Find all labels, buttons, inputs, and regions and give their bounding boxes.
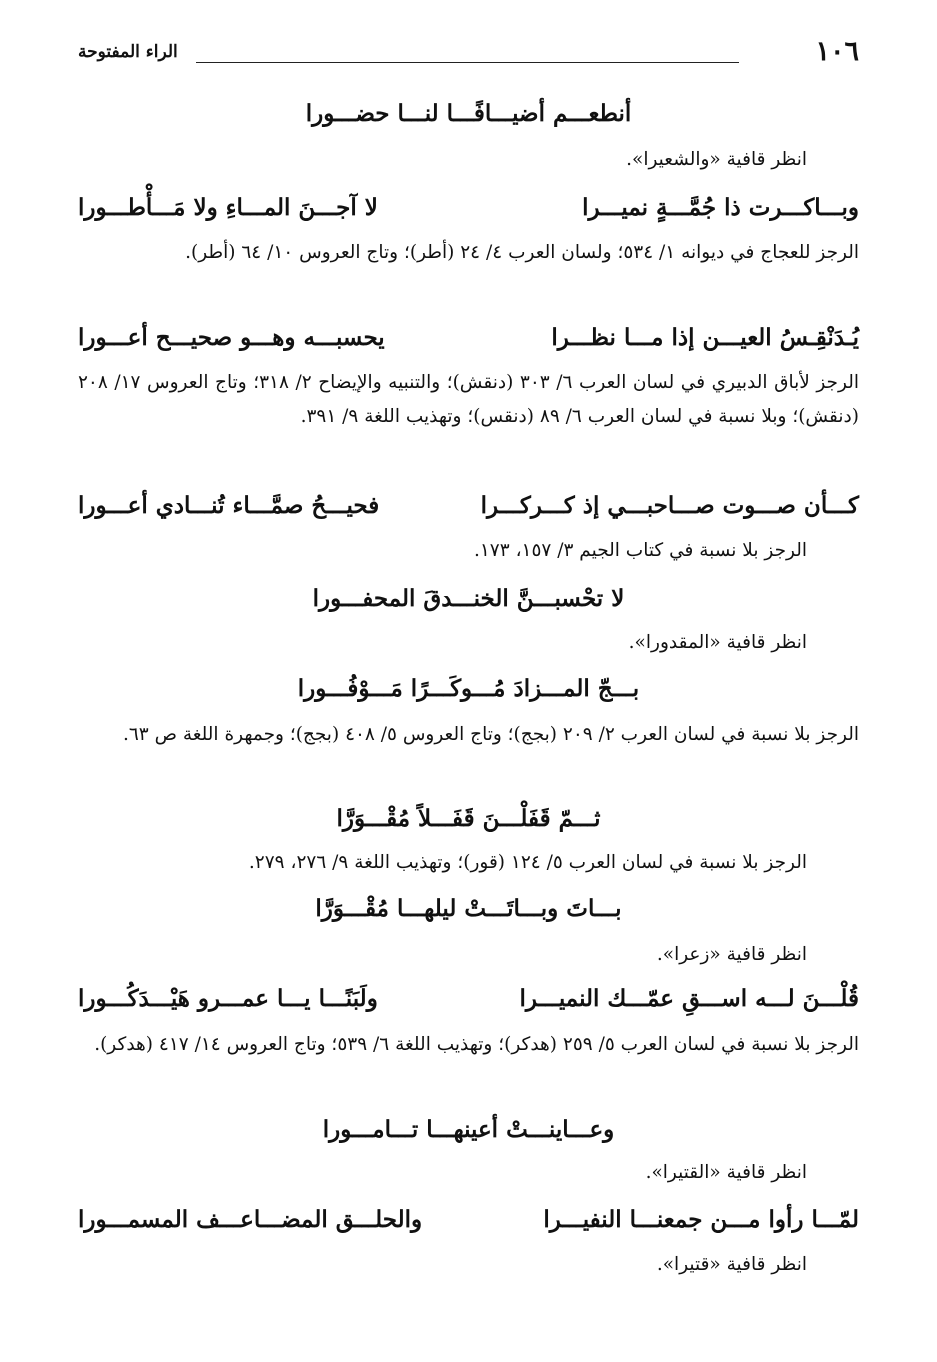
page-header — [78, 36, 859, 72]
verse-line: ثـــمّ قَفَلْـــنَ قَفَـــلاً مُقْـــوَرَّا — [336, 805, 601, 832]
verse-hemistich-right: قُلْـــنَ لـــه اســـقِ عمّـــك النميـــرا — [519, 985, 859, 1012]
note-paragraph: الرجز بلا نسبة في لسان العرب ٥/ ٢٥٩ (هدكر)؛ وتهذيب اللغة ٦/ ٥٣٩؛ وتاج العروس ١٤/ ٤١٧ (هدكر). — [94, 1034, 859, 1055]
note-line: الرجز بلا نسبة في كتاب الجيم ٣/ ١٥٧، ١٧٣. — [473, 540, 807, 561]
note-line: انظر قافية «المقدورا». — [628, 632, 807, 653]
note-line: انظر قافية «قتيرا». — [656, 1254, 807, 1275]
verse-line: وعـــاينـــتْ أعينهـــا تـــامـــورا — [322, 1116, 615, 1143]
header-rule — [196, 62, 739, 63]
page-number: ١٠٦ — [815, 36, 859, 67]
note-line: انظر قافية «والشعيرا». — [626, 149, 807, 170]
note-line: الرجز بلا نسبة في لسان العرب ٥/ ١٢٤ (قور)؛ وتهذيب اللغة ٩/ ٢٧٦، ٢٧٩. — [248, 852, 807, 873]
note-line: انظر قافية «زعرا». — [656, 944, 807, 965]
verse-line: لا تحْسبـــنَّ الخنـــدقَ المحفـــورا — [312, 585, 625, 612]
verse-hemistich-right: وبـــاكـــرت ذا جُمَّـــةٍ نميـــرا — [582, 194, 859, 221]
verse-line: أنطعـــم أضيـــافًـــا لنـــا حضـــورا — [305, 100, 632, 127]
note-paragraph: الرجز بلا نسبة في لسان العرب ٢/ ٢٠٩ (بجج)؛ وتاج العروس ٥/ ٤٠٨ (بجج)؛ وجمهرة اللغة ص ٦٣. — [122, 724, 859, 745]
verse-hemistich-right: لمّـــا رأوا مـــن جمعنـــا النفيـــرا — [543, 1206, 859, 1233]
verse-hemistich-left: ولَبَنًـــا يـــا عمـــرو هَيْـــدَكُـــورا — [78, 985, 378, 1012]
verse-line: بـــجّ المـــزادَ مُـــوكَـــرًا مَـــوْفُـــورا — [297, 675, 640, 702]
verse-hemistich-left: لا آجـــنَ المـــاءِ ولا مَـــأْطـــورا — [78, 194, 378, 221]
section-title: الراء المفتوحة — [78, 42, 178, 62]
verse-hemistich-left: والحلـــق المضـــاعـــف المسمـــورا — [78, 1206, 423, 1233]
note-line: انظر قافية «القتيرا». — [645, 1162, 807, 1183]
verse-line: بـــاتَ وبـــاتَـــتْ ليلهـــا مُقْـــوَرَّا — [315, 895, 622, 922]
note-paragraph: الرجز للعجاج في ديوانه ١/ ٥٣٤؛ ولسان العرب ٤/ ٢٤ (أطر)؛ وتاج العروس ١٠/ ٦٤ (أطر). — [185, 242, 859, 263]
verse-hemistich-left: يحسبـــه وهـــو صحيـــح أعـــورا — [78, 324, 385, 351]
verse-hemistich-left: فحيـــحُ صمَّـــاء تُنـــادي أعـــورا — [78, 492, 380, 519]
verse-hemistich-right: يُـدَنْقِـسُ العيـــن إذا مـــا نظـــرا — [551, 324, 859, 351]
verse-hemistich-right: كـــأن صـــوت صـــاحبـــي إذ كـــركـــرا — [480, 492, 859, 519]
note-paragraph: الرجز لأباق الدبيري في لسان العرب ٦/ ٣٠٣ (دنقش)؛ والتنبيه والإيضاح ٢/ ٣١٨؛ وتاج العروس ١٧/ ٢٠٨ (دنقش)؛ وبلا نسبة في لسان العرب ٦/ ٨٩ (دنقس)؛ وتهذيب اللغة ٩/ ٣٩١. — [78, 372, 859, 427]
